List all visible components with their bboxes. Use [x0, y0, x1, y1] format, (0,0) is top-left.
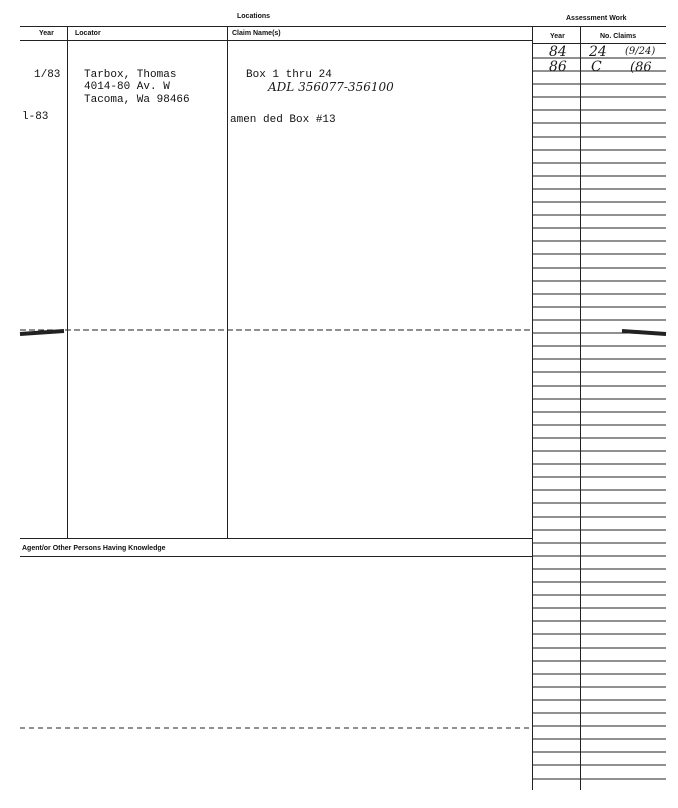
entry-1-claim-name: Box 1 thru 24: [246, 69, 332, 81]
entry-1-locator-city: Tacoma, Wa 98466: [84, 94, 190, 106]
year-column-header: Year: [39, 30, 54, 37]
entry-1-locator-street: 4014-80 Av. W: [84, 81, 170, 93]
agent-section-title: Agent/or Other Persons Having Knowledge: [22, 545, 166, 552]
entry-2-year: l-83: [22, 111, 49, 123]
entry-1-claim-serials: ADL 356077-356100: [268, 80, 394, 94]
fold-mark-left: [20, 331, 64, 334]
fold-mark-right: [622, 331, 666, 334]
aw-entry-2-claims: C: [591, 59, 602, 75]
claim-names-column-header: Claim Name(s): [232, 30, 281, 37]
entry-1-year: 1/83: [34, 69, 61, 81]
assessment-work-header: Assessment Work: [566, 15, 627, 22]
aw-entry-1-note: (9/24): [625, 46, 656, 57]
aw-no-claims-column-header: No. Claims: [600, 33, 637, 40]
locator-column-header: Locator: [75, 30, 101, 37]
aw-entry-2-year: 86: [549, 59, 567, 75]
aw-entry-1-claims: 24: [589, 44, 607, 60]
aw-entry-1-year: 84: [549, 44, 567, 60]
entry-1-locator-name: Tarbox, Thomas: [84, 69, 177, 81]
aw-entry-2-note: (86: [630, 60, 652, 75]
aw-year-column-header: Year: [550, 33, 565, 40]
entry-2-claim-name: amen ded Box #13: [230, 114, 336, 126]
locations-header: Locations: [237, 13, 271, 20]
